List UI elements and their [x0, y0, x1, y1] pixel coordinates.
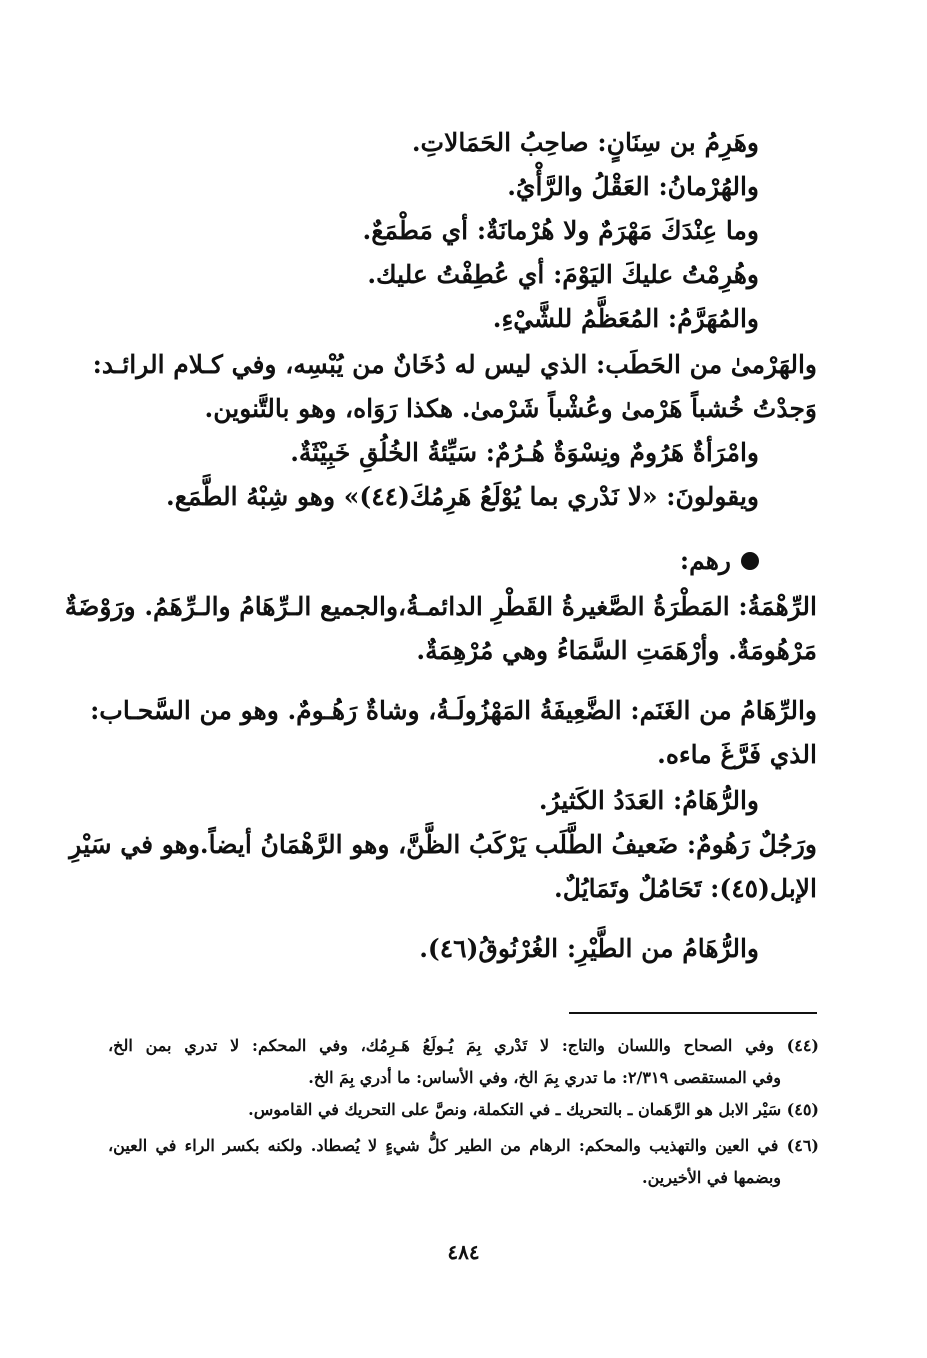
entry-line: وامْرَأةٌ هَرُومٌ ونِسْوَةٌ هُـرُمٌ: سَيِّئةُ الخُلُقِ خَبِيْثَةٌ.: [290, 438, 759, 467]
entry-line: والهَرْمىٰ من الحَطَب: الذي ليس له دُخَانٌ من يُبْسِه، وفي كـلام الرائـد:: [92, 350, 817, 379]
paragraph-line: الذي فَرَّغَ ماءه.: [657, 740, 817, 769]
paragraph-line: والرُّهَامُ من الطَّيْرِ: الغُرْنُوقُ(٤٦).: [419, 934, 759, 963]
entry-line: ويقولونَ: «لا نَدْري بما يُوْلَعُ هَرِمُكَ(٤٤)» وهو شِبْهُ الطَّمَع.: [166, 482, 759, 511]
footnote-line: (٤٥) سَيْر الابل هو الرَّهَمان ـ بالتحريك ـ في التكملة، ونصَّ على التحريك في القاموس.: [248, 1100, 819, 1119]
entry-line: والهُرْمانُ: العَقْلُ والرَّأْيُ.: [507, 172, 759, 201]
paragraph-line: والرُّهَامُ: العَدَدُ الكَثيرُ.: [538, 786, 759, 815]
paragraph-line: الإبل(٤٥): تَحَامُلٌ وتَمَايُلٌ.: [554, 874, 817, 903]
section-heading: [680, 546, 759, 576]
paragraph-line: الرِّهْمَةُ: المَطْرَةُ الصَّغيرةُ القَطْرِ الدائمـةُ،والجميع الـرِّهَامُ والـرِّهَمُ. ورَوْضَةٌ: [64, 592, 817, 621]
footnote-line: (٤٦) في العين والتهذيب والمحكم: الرهام من الطير كلُّ شيءٍ لا يُصطاد. ولكنه بكسر الراء في العين،: [108, 1136, 819, 1155]
footnote-line: وفي المستقصى ٢/٣١٩: ما تدري بِمَ الخ، وفي الأساس: ما أدري بِمَ الخ.: [308, 1068, 781, 1087]
section-heading-label: رهم:: [679, 546, 731, 575]
entry-line: وهُرِمْتُ عليكَ اليَوْمَ: أي عُطِفْتُ عليك.: [367, 260, 759, 289]
page-number: ٤٨٤: [447, 1240, 480, 1264]
entry-line: وهَرِمُ بن سِنَانٍ: صاحِبُ الحَمَالاتِ.: [411, 128, 759, 157]
footnote-line: (٤٤) وفي الصحاح واللسان والتاج: لا تَدْري بِمَ يُـولَعُ هَـرِمُك، وفي المحكم: لا تدري بمن الخ،: [108, 1036, 819, 1055]
paragraph-line: ورَجُلٌ رَهُومٌ: ضَعيفُ الطَّلَب يَرْكَبُ الظَّنَّ، وهو الرَّهْمَانُ أيضاً.وهو في سَيْرِ: [69, 830, 817, 859]
paragraph-line: والرِّهَامُ من الغَنَم: الضَّعِيفَةُ المَهْزُولَـةُ، وشاةٌ رَهُـومٌ. وهو من السَّحـاب:: [90, 696, 817, 725]
footnote-line: وبضمها في الأخيرين.: [642, 1168, 781, 1187]
paragraph-line: مَرْهُومَةٌ. وأرْهَمَتِ السَّمَاءُ وهي مُرْهِمَةٌ.: [416, 636, 817, 665]
entry-line: وَجدْتُ خُشباً هَرْمىٰ وعُشْباً شَرْمىٰ. هكذا رَوَاه، وهو بالتَّنوين.: [204, 394, 817, 423]
entry-line: والمُهَرَّمُ: المُعَظَّمُ للشَّيْءِ.: [492, 304, 759, 333]
footnote-rule: [569, 1012, 817, 1014]
bullet-icon: [741, 552, 759, 570]
entry-line: وما عِنْدَكَ مَهْرَمٌ ولا هُرْمانَةٌ: أي مَطْمَعٌ.: [362, 216, 759, 245]
